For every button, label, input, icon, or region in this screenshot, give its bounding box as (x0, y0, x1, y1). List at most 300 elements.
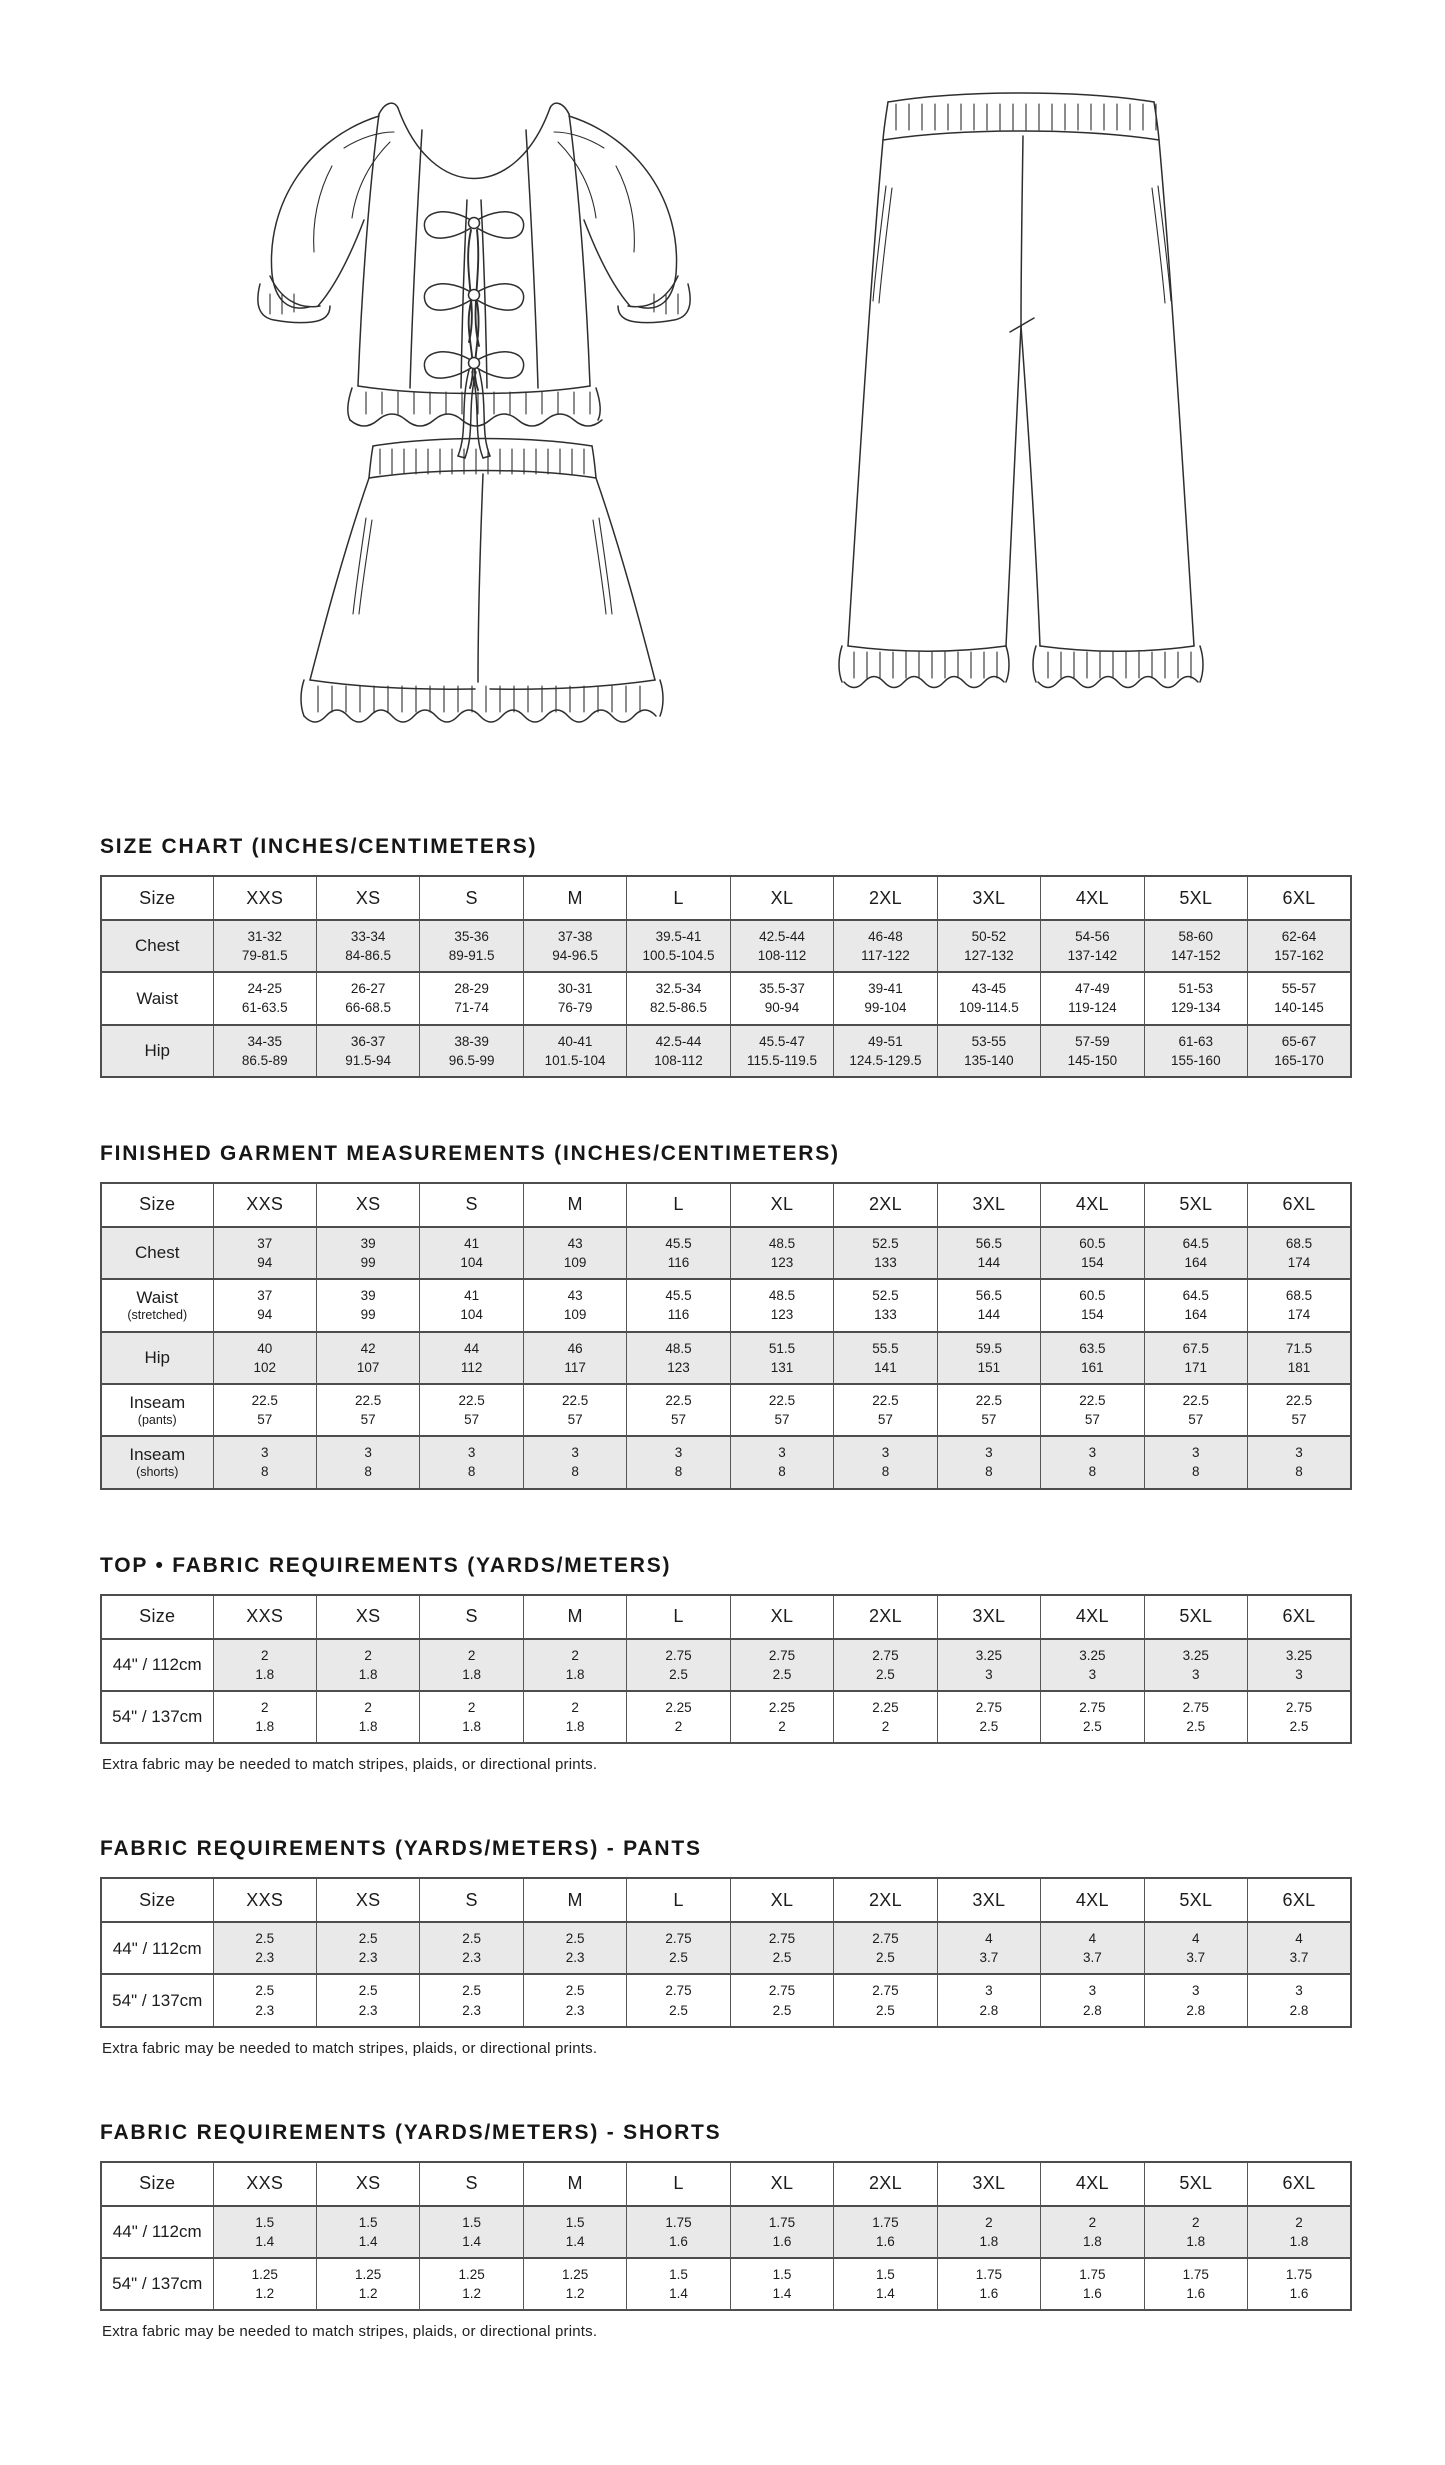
value-primary: 54-56 (1075, 929, 1110, 944)
value-metric: 1.6 (772, 2233, 792, 2249)
measure-cell (1041, 1227, 1144, 1279)
value-primary: 1.75 (768, 2214, 796, 2230)
value-primary: 34-35 (247, 1033, 282, 1049)
measure-cell (523, 972, 626, 1024)
measure-cell (316, 1279, 419, 1331)
measure-cell (1041, 1639, 1144, 1691)
col-header-s: S (420, 876, 523, 920)
measure-cell (420, 1384, 523, 1436)
value-primary: 45.5 (665, 1288, 692, 1304)
value-metric: 2.5 (876, 2002, 895, 2018)
value-primary: 4 (1192, 1931, 1200, 1947)
measure-cell (1248, 1691, 1351, 1743)
value-primary: 45.5-47 (759, 1033, 805, 1049)
value-primary: 1.25 (458, 2267, 485, 2283)
value-primary: 52.5 (872, 1288, 899, 1304)
value-metric: 2 (674, 1718, 683, 1734)
value-metric: 57 (1188, 1412, 1204, 1428)
measure-cell (1248, 1639, 1351, 1691)
table-row (101, 972, 1351, 1024)
measure-cell (420, 1227, 523, 1279)
value-primary: 22.5 (1079, 1392, 1106, 1408)
col-header-xs: XS (316, 1595, 419, 1639)
measure-cell (627, 1922, 730, 1974)
value-metric: 133 (874, 1307, 897, 1323)
row-label: 54" / 137cm (101, 1974, 213, 2026)
value-primary: 2.5 (255, 1983, 275, 1999)
col-header-l: L (627, 2162, 730, 2206)
value-primary: 65-67 (1281, 1033, 1317, 1049)
value-primary: 3 (364, 1445, 372, 1461)
value-primary: 2.75 (1285, 1699, 1313, 1715)
value-metric: 8 (260, 1464, 269, 1480)
value-primary: 51.5 (768, 1340, 796, 1356)
measure-cell (213, 1227, 316, 1279)
value-primary: 2.25 (872, 1699, 899, 1715)
measure-cell (627, 2258, 730, 2310)
value-metric: 76-79 (557, 1000, 593, 1016)
value-metric: 1.4 (462, 2233, 482, 2249)
value-primary: 2.75 (768, 1647, 796, 1663)
col-header-6xl: 6XL (1248, 1595, 1351, 1639)
measure-cell (420, 1436, 523, 1488)
value-primary: 50-52 (971, 929, 1007, 944)
measure-cell (730, 1691, 833, 1743)
value-metric: 147-152 (1171, 948, 1221, 964)
value-metric: 2 (881, 1718, 890, 1734)
value-primary: 3 (674, 1445, 683, 1461)
value-metric: 2.8 (1186, 2002, 1206, 2018)
header-row (101, 1878, 1351, 1922)
size-chart-table-container (100, 875, 1352, 1078)
value-metric: 2.8 (979, 2002, 999, 2018)
value-metric: 1.8 (1289, 2233, 1309, 2249)
value-metric: 109-114.5 (958, 1000, 1019, 1016)
measure-cell (213, 1691, 316, 1743)
measure-cell (1248, 2258, 1351, 2310)
value-primary: 1.75 (1182, 2267, 1209, 2283)
col-header-l: L (627, 1878, 730, 1922)
value-primary: 37 (257, 1235, 273, 1251)
value-primary: 43 (567, 1288, 583, 1304)
value-metric: 102 (253, 1359, 276, 1375)
value-primary: 39 (360, 1288, 376, 1304)
value-metric: 2.5 (772, 1666, 792, 1682)
table-row (101, 1974, 1351, 2026)
value-metric: 84-86.5 (345, 948, 392, 964)
measure-cell (627, 1691, 730, 1743)
value-metric: 1.8 (255, 1666, 275, 1682)
measure-cell (316, 2258, 419, 2310)
value-metric: 116 (667, 1255, 690, 1271)
measure-cell (316, 2206, 419, 2258)
value-metric: 57 (257, 1412, 273, 1428)
row-sublabel: (stretched) (127, 1307, 188, 1322)
fabric-top-table-container (100, 1594, 1352, 1745)
value-metric: 8 (985, 1464, 993, 1480)
measure-cell (316, 1384, 419, 1436)
value-metric: 1.8 (358, 1666, 378, 1682)
value-metric: 2.8 (1289, 2002, 1309, 2018)
measure-cell (834, 1974, 937, 2026)
measure-cell (316, 1922, 419, 1974)
value-primary: 2 (260, 1647, 269, 1663)
value-metric: 82.5-86.5 (650, 1000, 708, 1016)
measure-cell (1248, 920, 1351, 972)
col-header-m: M (523, 2162, 626, 2206)
measure-cell (316, 1639, 419, 1691)
col-header-s: S (420, 1878, 523, 1922)
value-primary: 1.5 (358, 2214, 378, 2230)
measure-cell (213, 1436, 316, 1488)
value-metric: 3.7 (1289, 1950, 1309, 1966)
col-header-xl: XL (730, 1183, 833, 1227)
value-metric: 1.8 (255, 1718, 275, 1734)
measure-cell (523, 1639, 626, 1691)
table-row (101, 1025, 1351, 1077)
measure-cell (834, 1025, 937, 1077)
table-row (101, 1227, 1351, 1279)
measure-cell (316, 1332, 419, 1384)
value-primary: 2.75 (1182, 1699, 1209, 1715)
fabric-top-title: TOP • FABRIC REQUIREMENTS (YARDS/METERS) (100, 1553, 672, 1577)
row-label: Inseam (shorts) (101, 1436, 213, 1488)
value-primary: 1.75 (975, 2267, 1003, 2283)
measure-cell (213, 2258, 316, 2310)
value-primary: 2 (364, 1647, 372, 1663)
measure-cell (627, 1384, 730, 1436)
measure-cell (1248, 1025, 1351, 1077)
value-metric: 1.2 (462, 2286, 482, 2302)
value-metric: 151 (977, 1359, 1001, 1375)
value-metric: 2.5 (772, 1950, 792, 1966)
value-primary: 2 (1192, 2214, 1200, 2230)
value-primary: 2 (364, 1699, 372, 1715)
fabric-note-shorts: Extra fabric may be needed to match stripes, plaids, or directional prints. (102, 2323, 598, 2341)
value-primary: 2.5 (358, 1983, 378, 1999)
value-metric: 2.5 (1289, 1718, 1309, 1734)
value-metric: 2.5 (772, 2002, 792, 2018)
value-primary: 1.25 (561, 2267, 589, 2283)
value-primary: 49-51 (868, 1033, 903, 1049)
fabric-pants-title: FABRIC REQUIREMENTS (YARDS/METERS) - PANTS (100, 1837, 702, 1861)
value-metric: 129-134 (1171, 1000, 1221, 1016)
value-metric: 1.8 (979, 2233, 999, 2249)
col-header-l: L (627, 1595, 730, 1639)
table-row (101, 2206, 1351, 2258)
value-primary: 43 (567, 1235, 583, 1251)
col-header-5xl: 5XL (1144, 2162, 1247, 2206)
measure-cell (627, 1639, 730, 1691)
value-metric: 123 (770, 1307, 794, 1323)
value-metric: 8 (1192, 1464, 1200, 1480)
value-metric: 2.5 (979, 1718, 999, 1734)
value-primary: 63.5 (1079, 1340, 1106, 1356)
value-primary: 44 (464, 1340, 480, 1356)
fabric_shorts-table (100, 2161, 1352, 2312)
value-metric: 2.5 (1082, 1718, 1102, 1734)
value-primary: 2.75 (872, 1647, 899, 1663)
value-metric: 1.4 (358, 2233, 378, 2249)
col-header-s: S (420, 1183, 523, 1227)
size_chart-table (100, 875, 1352, 1078)
measure-cell (213, 2206, 316, 2258)
value-metric: 2.5 (669, 2002, 688, 2018)
col-header-xxs: XXS (213, 876, 316, 920)
fabric_pants-table (100, 1877, 1352, 2028)
value-metric: 109 (563, 1307, 587, 1323)
value-primary: 4 (1088, 1931, 1097, 1947)
col-header-xxs: XXS (213, 1595, 316, 1639)
measure-cell (1144, 1922, 1247, 1974)
value-primary: 22.5 (355, 1392, 382, 1408)
value-primary: 2.25 (665, 1699, 692, 1715)
measure-cell (213, 920, 316, 972)
value-metric: 3 (1295, 1666, 1303, 1682)
value-metric: 3.7 (1186, 1950, 1206, 1966)
value-primary: 22.5 (458, 1392, 485, 1408)
measure-cell (213, 1332, 316, 1384)
value-primary: 35.5-37 (759, 981, 805, 997)
value-primary: 41 (464, 1235, 480, 1251)
measure-cell (834, 920, 937, 972)
value-metric: 8 (1295, 1464, 1303, 1480)
value-metric: 174 (1287, 1307, 1311, 1323)
value-metric: 1.6 (1186, 2286, 1206, 2302)
value-primary: 1.5 (669, 2267, 688, 2283)
measure-cell (213, 1279, 316, 1331)
measure-cell (937, 1279, 1040, 1331)
col-header-5xl: 5XL (1144, 876, 1247, 920)
measure-cell (730, 1384, 833, 1436)
value-primary: 1.25 (251, 2267, 278, 2283)
value-primary: 48.5 (768, 1288, 796, 1304)
measure-cell (627, 1332, 730, 1384)
value-metric: 145-150 (1067, 1052, 1118, 1068)
value-primary: 3 (1088, 1983, 1097, 1999)
value-metric: 86.5-89 (241, 1052, 288, 1068)
top-front-bows (424, 212, 523, 458)
value-metric: 1.2 (255, 2286, 275, 2302)
value-metric: 140-145 (1274, 1000, 1324, 1016)
value-primary: 68.5 (1285, 1288, 1313, 1304)
measure-cell (420, 920, 523, 972)
size-col-header: Size (101, 1595, 213, 1639)
value-metric: 123 (667, 1359, 690, 1375)
value-metric: 1.8 (358, 1718, 378, 1734)
table-row (101, 2258, 1351, 2310)
measure-cell (420, 1639, 523, 1691)
value-primary: 57-59 (1075, 1033, 1110, 1049)
measure-cell (834, 1227, 937, 1279)
value-metric: 1.4 (255, 2233, 275, 2249)
col-header-xs: XS (316, 1183, 419, 1227)
finished-measurements-table-container (100, 1182, 1352, 1490)
measure-cell (316, 920, 419, 972)
value-primary: 62-64 (1281, 929, 1317, 944)
value-primary: 2.75 (872, 1931, 899, 1947)
value-primary: 42.5-44 (655, 1033, 702, 1049)
value-primary: 59.5 (975, 1340, 1003, 1356)
value-primary: 43-45 (971, 981, 1007, 997)
measure-cell (523, 1025, 626, 1077)
value-metric: 1.6 (876, 2233, 895, 2249)
value-metric: 79-81.5 (241, 948, 288, 964)
row-label: 44" / 112cm (101, 2206, 213, 2258)
col-header-4xl: 4XL (1041, 876, 1144, 920)
value-metric: 2.5 (669, 1666, 688, 1682)
value-metric: 1.2 (565, 2286, 585, 2302)
table-row (101, 920, 1351, 972)
value-metric: 1.8 (1186, 2233, 1206, 2249)
value-metric: 117 (564, 1359, 586, 1375)
measure-cell (316, 1436, 419, 1488)
value-primary: 64.5 (1182, 1235, 1209, 1251)
measure-cell (1041, 1922, 1144, 1974)
measure-cell (1041, 1332, 1144, 1384)
value-metric: 3 (1088, 1666, 1097, 1682)
value-primary: 22.5 (251, 1392, 278, 1408)
value-primary: 3 (881, 1445, 890, 1461)
col-header-6xl: 6XL (1248, 876, 1351, 920)
value-metric: 154 (1081, 1255, 1104, 1271)
table-row (101, 1384, 1351, 1436)
measure-cell (834, 1922, 937, 1974)
value-metric: 94 (257, 1255, 273, 1271)
value-primary: 4 (985, 1931, 993, 1947)
measure-cell (523, 1227, 626, 1279)
col-header-xs: XS (316, 876, 419, 920)
value-metric: 2.3 (255, 2002, 275, 2018)
value-primary: 2.5 (565, 1983, 585, 1999)
measure-cell (730, 1279, 833, 1331)
measure-cell (730, 1436, 833, 1488)
value-primary: 1.5 (462, 2214, 482, 2230)
fabric-shorts-table-container (100, 2161, 1352, 2312)
value-metric: 1.6 (669, 2233, 688, 2249)
value-primary: 3 (778, 1445, 786, 1461)
measure-cell (1248, 1332, 1351, 1384)
measure-cell (420, 1332, 523, 1384)
value-primary: 1.25 (355, 2267, 382, 2283)
value-metric: 119-124 (1068, 1000, 1117, 1016)
value-metric: 181 (1287, 1359, 1311, 1375)
col-header-m: M (523, 1183, 626, 1227)
value-metric: 57 (877, 1412, 893, 1428)
value-metric: 71-74 (454, 1000, 489, 1016)
value-primary: 24-25 (247, 981, 282, 997)
col-header-m: M (523, 876, 626, 920)
value-primary: 2 (571, 1699, 579, 1715)
value-primary: 2.75 (665, 1647, 692, 1663)
value-metric: 1.6 (1082, 2286, 1102, 2302)
value-primary: 2.75 (768, 1983, 796, 1999)
col-header-2xl: 2XL (834, 1878, 937, 1922)
measure-cell (834, 2258, 937, 2310)
measure-cell (1144, 1227, 1247, 1279)
measure-cell (213, 1639, 316, 1691)
row-label: 44" / 112cm (101, 1639, 213, 1691)
measure-cell (523, 1279, 626, 1331)
value-metric: 3.7 (1082, 1950, 1102, 1966)
measure-cell (420, 1025, 523, 1077)
measure-cell (937, 1922, 1040, 1974)
measure-cell (834, 1384, 937, 1436)
value-metric: 94-96.5 (552, 948, 598, 964)
measure-cell (1041, 1025, 1144, 1077)
value-primary: 3 (985, 1445, 993, 1461)
value-primary: 53-55 (971, 1033, 1007, 1049)
col-header-xxs: XXS (213, 1878, 316, 1922)
col-header-6xl: 6XL (1248, 2162, 1351, 2206)
value-primary: 2 (467, 1699, 476, 1715)
value-primary: 55-57 (1281, 981, 1317, 997)
measure-cell (213, 1922, 316, 1974)
value-metric: 108-112 (757, 948, 807, 964)
value-metric: 2.3 (358, 1950, 378, 1966)
measure-cell (834, 1639, 937, 1691)
measure-cell (834, 1691, 937, 1743)
value-metric: 8 (571, 1464, 579, 1480)
value-metric: 135-140 (964, 1052, 1014, 1068)
value-primary: 61-63 (1178, 1033, 1214, 1049)
value-primary: 2.75 (768, 1931, 796, 1947)
value-metric: 117-122 (861, 948, 910, 964)
ruffle-shorts-sketch (270, 430, 695, 738)
value-metric: 174 (1287, 1255, 1311, 1271)
col-header-m: M (523, 1595, 626, 1639)
finished-measurements-title: FINISHED GARMENT MEASUREMENTS (INCHES/CENTIMETERS) (100, 1141, 840, 1165)
col-header-xs: XS (316, 1878, 419, 1922)
measure-cell (1248, 1279, 1351, 1331)
size-col-header: Size (101, 2162, 213, 2206)
value-metric: 96.5-99 (448, 1052, 495, 1068)
col-header-3xl: 3XL (937, 876, 1040, 920)
value-metric: 137-142 (1067, 948, 1118, 964)
row-label: 54" / 137cm (101, 2258, 213, 2310)
value-primary: 2.5 (255, 1931, 275, 1947)
fabric-pants-table-container (100, 1877, 1352, 2028)
value-metric: 1.8 (462, 1718, 482, 1734)
measure-cell (213, 1974, 316, 2026)
value-primary: 56.5 (975, 1288, 1003, 1304)
value-primary: 56.5 (975, 1235, 1003, 1251)
value-primary: 28-29 (454, 981, 489, 997)
measure-cell (1144, 2206, 1247, 2258)
value-primary: 39-41 (868, 981, 903, 997)
value-metric: 104 (460, 1255, 483, 1271)
header-row (101, 2162, 1351, 2206)
value-primary: 2 (467, 1647, 476, 1663)
col-header-3xl: 3XL (937, 1183, 1040, 1227)
measure-cell (316, 1227, 419, 1279)
measure-cell (420, 1691, 523, 1743)
value-metric: 164 (1184, 1307, 1208, 1323)
row-label: Chest (101, 1227, 213, 1279)
value-primary: 58-60 (1178, 929, 1214, 944)
measure-cell (1041, 972, 1144, 1024)
size-col-header: Size (101, 1183, 213, 1227)
value-primary: 22.5 (561, 1392, 589, 1408)
value-metric: 57 (1291, 1412, 1307, 1428)
row-label: Hip (101, 1332, 213, 1384)
value-primary: 2.5 (462, 1931, 482, 1947)
measure-cell (523, 1384, 626, 1436)
measure-cell (523, 920, 626, 972)
measure-cell (523, 2258, 626, 2310)
measure-cell (937, 1332, 1040, 1384)
value-primary: 26-27 (350, 981, 386, 997)
